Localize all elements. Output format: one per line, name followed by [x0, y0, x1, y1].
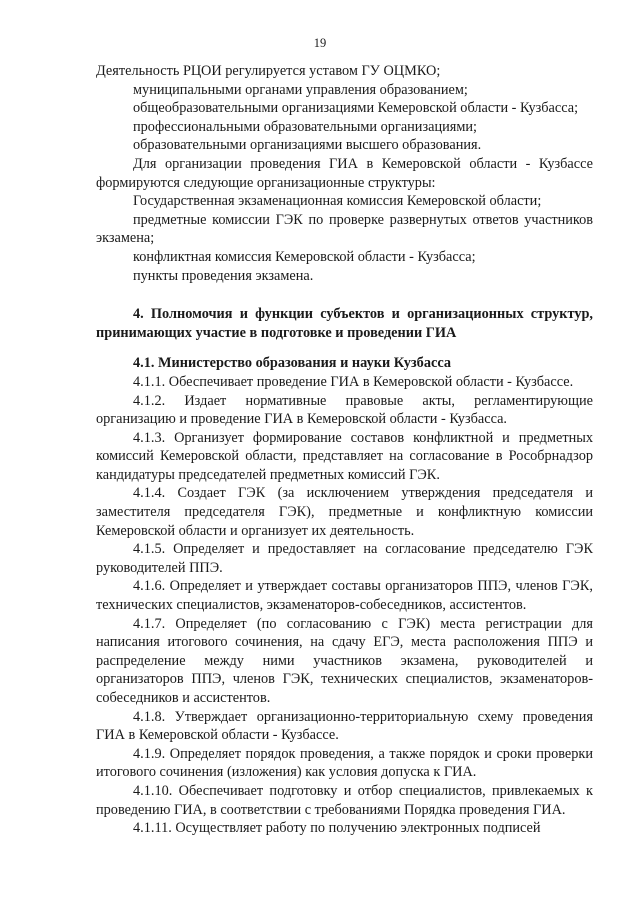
document-body — [96, 62, 593, 838]
paragraph: профессиональными образовательными организациями; — [133, 118, 478, 135]
paragraph: муниципальными органами управления образованием; — [133, 81, 468, 98]
paragraph: Деятельность РЦОИ регулируется уставом ГУ ОЦМКО; — [96, 63, 441, 79]
paragraph: 4.1.6. Определяет и утверждает составы организаторов ППЭ, членов ГЭК, технических специалистов, экзаменаторов-собеседников, ассистентов. — [96, 578, 593, 614]
section-heading: 4.1. Министерство образования и науки Кузбасса — [133, 355, 451, 372]
paragraph: 4.1.5. Определяет и предоставляет на согласование председателю ГЭК руководителей ППЭ. — [96, 541, 593, 576]
paragraph: общеобразовательными организациями Кемеровской области - Кузбасса; — [133, 100, 579, 117]
paragraph: пункты проведения экзамена. — [133, 267, 314, 284]
paragraph: 4.1.7. Определяет (по согласованию с ГЭК) места регистрации для написания итогового сочинения, на сдачу ЕГЭ, места расположения ППЭ и распределение между ними участников экзамена, руководителей и организаторов ППЭ, членов ГЭК, технических специалистов, экзаменаторов-собеседников и ассистентов. — [96, 615, 593, 706]
paragraph: образовательными организациями высшего образования. — [133, 137, 482, 154]
paragraph: 4.1.4. Создает ГЭК (за исключением утверждения председателя и заместителя председателя ГЭК), предметные и конфликтную комиссии Кемеровской области и организует их деятельность. — [96, 485, 593, 539]
paragraph: предметные комиссии ГЭК по проверке развернутых ответов участников экзамена; — [96, 211, 593, 247]
paragraph: 4.1.10. Обеспечивает подготовку и отбор специалистов, привлекаемых к проведению ГИА, в соответствии с требованиями Порядка проведения ГИА. — [96, 782, 593, 818]
paragraph: 4.1.9. Определяет порядок проведения, а также порядок и сроки проверки итогового сочинения (изложения) как условия допуска к ГИА. — [96, 745, 593, 781]
paragraph: 4.1.1. Обеспечивает проведение ГИА в Кемеровской области - Кузбассе. — [133, 373, 574, 390]
paragraph: 4.1.2. Издает нормативные правовые акты, регламентирующие организацию и проведение ГИА в Кемеровской области - Кузбасса. — [96, 392, 593, 428]
paragraph: Государственная экзаменационная комиссия Кемеровской области; — [133, 193, 542, 210]
paragraph: 4.1.8. Утверждает организационно-территориальную схему проведения ГИА в Кемеровской области - Кузбассе. — [96, 708, 593, 744]
section-heading: 4. Полномочия и функции субъектов и организационных структур, принимающих участие в подготовке и проведении ГИА — [96, 306, 593, 341]
paragraph: Для организации проведения ГИА в Кемеровской области - Кузбассе формируются следующие организационные структуры: — [96, 155, 593, 191]
paragraph: конфликтная комиссия Кемеровской области - Кузбасса; — [133, 248, 476, 265]
paragraph: 4.1.3. Организует формирование составов конфликтной и предметных комиссий Кемеровской области, представляет на согласование в Рособрнадзор кандидатуры председателей предметных комиссий ГЭК. — [96, 429, 593, 483]
paragraph: 4.1.11. Осуществляет работу по получению электронных подписей — [133, 820, 541, 837]
page-number: 19 — [313, 36, 327, 50]
